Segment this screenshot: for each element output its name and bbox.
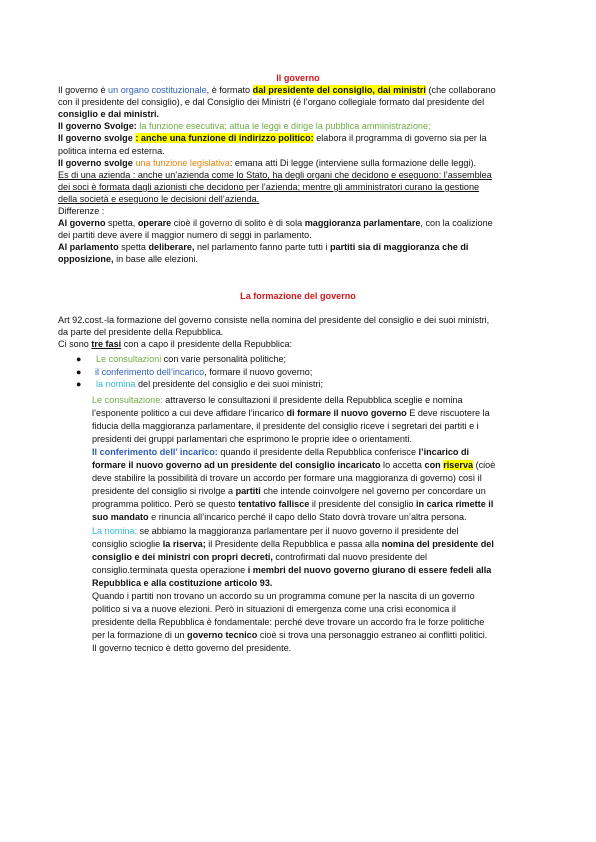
text-run: Ci sono: [58, 339, 92, 350]
text-line: [92, 577, 272, 589]
text-line: [58, 132, 487, 144]
text-run: Quando i partiti non trovano un accordo su un programma comune per la nascita di un governo: [92, 590, 475, 601]
text-line: [92, 472, 482, 484]
text-line: [58, 241, 468, 253]
text-line: [92, 446, 469, 458]
text-run: la riserva;: [162, 538, 206, 549]
text-run: consiglio scioglie: [92, 538, 163, 549]
text-line: [58, 108, 159, 120]
text-run: che intende coinvolgere nel governo per concordare un: [260, 486, 486, 497]
text-run: consiglio e dai ministri.: [58, 109, 160, 120]
text-line: [92, 642, 291, 654]
text-line: [92, 525, 459, 537]
list-item: [95, 366, 312, 378]
text-run: dei soci è formata dagli azionisti che decidono per l’azienda; mentre gli amministratori curano la gestione: [58, 181, 480, 192]
bullet-icon: ●: [76, 379, 82, 390]
text-run: deve stabilire la possibilità di trovare un accordo per formare una maggioranza di governo) così il: [92, 473, 482, 484]
text-run: con: [424, 460, 444, 471]
text-run: suo mandato: [92, 512, 149, 523]
text-line: [92, 590, 475, 602]
text-run: un organo costituzionale: [108, 85, 207, 95]
text-run: cioè si trova una personaggio estraneo ai conflitti politici.: [257, 629, 488, 640]
text-run: opposizione,: [58, 254, 114, 265]
text-run: La nomina:: [92, 525, 137, 536]
text-run: e rinuncia all’incarico perché il capo dello Stato dovrà trovare un’altra persona.: [148, 512, 467, 523]
text-run: con varie personalità politiche;: [161, 354, 287, 364]
text-run: cioè il governo di solito è di sola: [171, 218, 305, 229]
text-line: [92, 551, 427, 563]
text-run: con il presidente del consiglio), e dal Consiglio dei Ministri (è l’organo collegiale formato dal presidente del: [58, 97, 485, 108]
text-run: Il governo Svolge:: [58, 121, 140, 132]
text-run: per la formazione di un: [92, 629, 188, 640]
text-run: l’esponente politico a cui deve affidare l’incarico: [92, 408, 287, 419]
text-line: [92, 538, 494, 550]
text-run: Le consultazioni: [96, 354, 162, 364]
text-run: Art 92.cost.-la formazione del governo consiste nella nomina del presidente del consiglio e dei suoi ministri,: [58, 315, 490, 325]
text-run: Repubblica e alla costituzione articolo 93.: [92, 577, 273, 588]
text-line: [92, 407, 490, 419]
text-line: [58, 326, 223, 338]
text-run: nel parlamento fanno parte tutti i: [194, 242, 330, 253]
text-run: (che collaborano: [425, 85, 496, 95]
text-run: Il governo svolge: [58, 157, 136, 168]
text-run: formare il nuovo governo ad un presidente del consiglio incaricato: [92, 460, 381, 471]
text-run: con a capo il presidente della Repubblica:: [121, 339, 293, 350]
text-line: [58, 338, 292, 350]
text-run: nomina del presidente del: [381, 538, 494, 549]
text-run: spetta,: [105, 218, 138, 229]
text-run: , formare il nuovo governo;: [204, 366, 313, 377]
text-run: se abbiamo la maggioranza parlamentare per il nuovo governo il presidente del: [137, 525, 459, 536]
text-run: la funzione esecutiva; attua le leggi e dirige la pubblica amministrazione;: [139, 121, 431, 132]
text-run: Le consultazione:: [92, 395, 163, 405]
text-run: Al governo: [58, 218, 106, 229]
text-line: [58, 145, 165, 157]
text-run: deliberare,: [148, 242, 195, 253]
text-run: dei partiti deve avere il maggior numero di seggi in parlamento.: [58, 230, 312, 241]
text-run: partiti: [235, 486, 261, 497]
text-line: [58, 157, 476, 169]
text-run: Differenze :: [58, 206, 105, 216]
text-run: Il governo tecnico è detto governo del presidente.: [92, 642, 292, 653]
text-run: presidente della Repubblica è fondamentale: perché deve trovare un accordo fra le forze politiche: [92, 616, 485, 627]
text-run: quando il presidente della Repubblica conferisce: [217, 447, 419, 458]
text-run: della società e eseguono le decisioni dell’azienda.: [58, 193, 260, 204]
text-run: attraverso le consultazioni il presidente della Repubblica sceglie e nomina: [162, 395, 463, 405]
text-line: [92, 459, 495, 471]
text-run: (cioè: [473, 460, 496, 471]
text-run: Al parlamento: [58, 242, 119, 253]
text-line: [58, 205, 104, 217]
text-run: dal presidente del consiglio, dai ministri: [252, 85, 426, 95]
text-run: presidente del consiglio si rivolge a: [92, 486, 236, 497]
text-run: consiglio.terminata questa operazione: [92, 564, 248, 575]
text-run: del presidente del consiglio e dei suoi ministri;: [135, 379, 323, 390]
text-run: in carica rimette il: [416, 499, 494, 510]
text-line: [58, 96, 484, 108]
bullet-icon: ●: [76, 354, 82, 364]
text-run: politica interna ed esterna.: [58, 145, 165, 156]
text-line: [58, 253, 198, 265]
document-title: Il governo: [276, 73, 320, 83]
text-run: E deve riscuotere la: [406, 408, 490, 419]
text-run: spetta: [118, 242, 149, 253]
text-run: : emana atti Di legge (interviene sulla formazione delle leggi).: [229, 157, 477, 168]
text-run: lo accetta: [380, 460, 425, 471]
text-run: operare: [137, 218, 172, 229]
text-run: , è formato: [206, 85, 253, 95]
text-run: da parte del presidente della Repubblica.: [58, 327, 224, 338]
text-run: il presidente del consiglio: [309, 499, 417, 510]
text-run: partiti sia di maggioranza che di: [329, 242, 469, 253]
text-run: una funzione legislativa: [135, 157, 230, 168]
list-item: [96, 353, 286, 365]
text-run: consiglio e dei ministri con propri decreti,: [92, 551, 273, 562]
section-title: La formazione del governo: [240, 291, 356, 301]
text-run: presidenti dei gruppi parlamentari che esprimono le proprie idee o orientamenti.: [92, 434, 412, 445]
text-run: il Presidente della Repubblica e passa alla: [205, 538, 382, 549]
text-run: , con la coalizione: [420, 218, 493, 229]
bullet-icon: ●: [76, 366, 82, 377]
text-line: [58, 217, 493, 229]
text-run: Es di una azienda : anche un’azienda come lo Stato, ha degli organi che decidono e eseguono: l’assemblea: [58, 169, 492, 180]
text-line: [58, 84, 496, 96]
text-run: Il conferimento dell’ incarico:: [92, 447, 218, 458]
text-line: [92, 433, 412, 445]
text-run: fiducia della maggioranza parlamentare, il presidente del consiglio riceve i segretari dei partiti e i: [92, 421, 479, 432]
text-run: di formare il nuovo governo: [286, 408, 407, 419]
text-run: in base alle elezioni.: [113, 254, 199, 265]
text-line: [58, 314, 489, 326]
text-line: [58, 229, 312, 241]
text-run: la nomina: [96, 379, 136, 390]
text-run: il conferimento dell’incarico: [95, 366, 205, 377]
text-run: l’incarico di: [418, 447, 470, 458]
text-line: [92, 629, 487, 641]
text-run: politico si va a nuove elezioni. Però in situazioni di emergenza come una crisi economica il: [92, 603, 456, 614]
text-line: [92, 394, 463, 406]
text-run: elabora il programma di governo sia per la: [313, 133, 487, 144]
text-line: [92, 498, 493, 510]
text-line: [58, 169, 492, 181]
text-run: : anche una funzione di indirizzo politico:: [135, 133, 314, 144]
text-run: riserva: [443, 460, 474, 471]
text-run: controfirmati dal nuovo presidente del: [272, 551, 428, 562]
text-run: programma politico. Però se questo: [92, 499, 239, 510]
text-line: [92, 603, 456, 615]
text-line: [58, 193, 259, 205]
text-run: maggioranza parlamentare: [304, 218, 421, 229]
text-run: Il governo è: [58, 85, 109, 95]
text-run: tre fasi: [91, 339, 122, 350]
text-line: [58, 181, 479, 193]
text-run: tentativo fallisce: [238, 499, 310, 510]
text-line: [92, 420, 479, 432]
text-line: [58, 120, 431, 132]
text-run: i membri del nuovo governo giurano di essere fedeli alla: [247, 564, 492, 575]
text-line: [92, 616, 484, 628]
text-line: [92, 564, 491, 576]
text-run: Il governo svolge: [58, 133, 136, 144]
text-run: governo tecnico: [187, 629, 258, 640]
text-line: [92, 511, 467, 523]
text-line: [92, 485, 486, 497]
list-item: [96, 378, 323, 390]
